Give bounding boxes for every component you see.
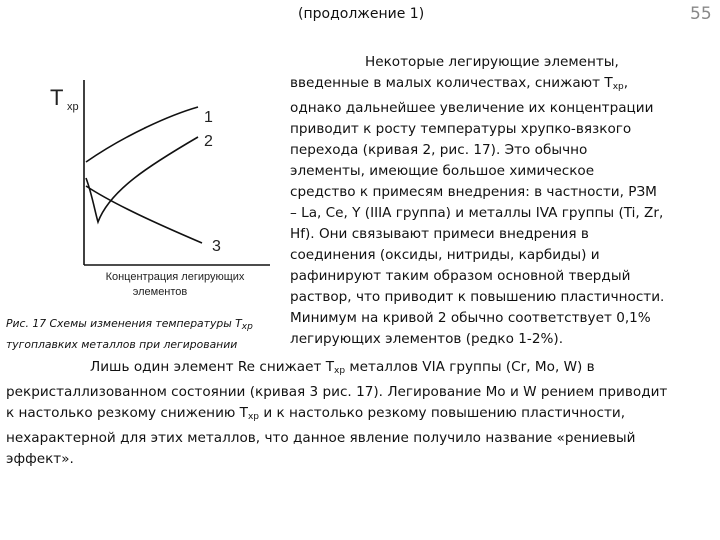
y-axis-subscript: хр	[67, 101, 79, 113]
text-line: Hf). Они связывают примеси внедрения в	[290, 226, 589, 242]
curve-label-3: 3	[212, 238, 221, 255]
figure-caption	[6, 315, 296, 354]
y-axis-label: T	[50, 85, 64, 110]
caption-line: Рис. 17 Схемы изменения температуры $T_{хр}$	[6, 317, 253, 332]
curve-2	[86, 137, 198, 222]
continuation-header: (продолжение 1)	[298, 6, 425, 22]
text-line: эффект».	[6, 451, 74, 467]
text-line: приводит к росту температуры хрупко-вязкого	[290, 121, 632, 137]
caption-line: тугоплавких металлов при легировании	[6, 338, 238, 351]
curve-1	[86, 107, 198, 162]
text-line: соединения (оксиды, нитриды, карбиды) и	[290, 247, 600, 263]
text-line: элементы, имеющие большое химическое	[290, 163, 595, 179]
text-line: раствор, что приводит к повышению пластичности.	[290, 289, 665, 305]
text-line: – La, Ce, Y (IIIA группа) и металлы IVA группы (Ti, Zr,	[290, 205, 664, 221]
right-paragraph	[290, 52, 710, 350]
text-line: однако дальнейшее увеличение их концентрации	[290, 100, 654, 116]
bottom-paragraph	[6, 357, 714, 470]
text-line: к настолько резкому снижению $T_{хр}$ и к настолько резкому повышению пластичности,	[6, 405, 626, 422]
text-line: Лишь один элемент Re снижает $T_{хр}$ металлов VIA группы (Cr, Mo, W) в	[90, 359, 595, 376]
text-line: Некоторые легирующие элементы,	[365, 54, 619, 70]
curve-label-2: 2	[204, 133, 213, 150]
figure-17-diagram	[40, 60, 290, 310]
text-line: Минимум на кривой 2 обычно соответствует 0,1%	[290, 310, 651, 326]
x-axis-label-line2: элементов	[132, 286, 188, 298]
text-line: нехарактерной для этих металлов, что данное явление получило название «рениевый	[6, 430, 636, 446]
text-line: перехода (кривая 2, рис. 17). Это обычно	[290, 142, 588, 158]
text-line: средство к примесям внедрения: в частности, РЗМ	[290, 184, 657, 200]
text-line: легирующих элементов (редко 1-2%).	[290, 331, 564, 347]
x-axis-label-line1: Концентрация легирующих	[105, 271, 245, 283]
page-number: 55	[690, 4, 712, 24]
curve-label-1: 1	[204, 109, 213, 126]
text-line: рекристаллизованном состоянии (кривая 3 рис. 17). Легирование Mo и W рением приводит	[6, 384, 668, 400]
text-line: рафинируют таким образом основной твердый	[290, 268, 631, 284]
curve-3	[86, 186, 202, 243]
text-line: введенные в малых количествах, снижают $T_{хр}$,	[290, 75, 629, 92]
